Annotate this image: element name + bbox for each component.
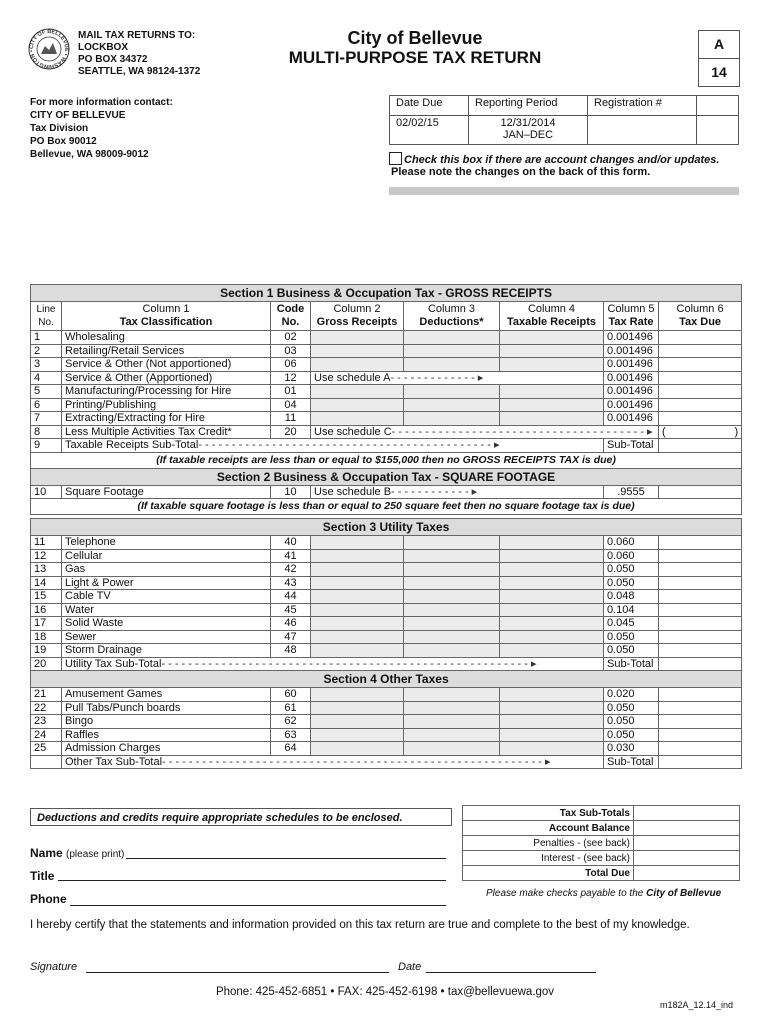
- tax-due-field[interactable]: [659, 630, 742, 644]
- subtotal-row: [31, 755, 742, 769]
- form-title: [270, 28, 560, 68]
- col4-header: Column 4 Taxable Receipts: [500, 302, 604, 331]
- section1-note: (If taxable receipts are less than or equal to $155,000 then no GROSS RECEIPTS TAX is due): [31, 452, 742, 468]
- reporting-period-label: Reporting Period: [469, 96, 588, 116]
- tax-rate: 0.050: [604, 701, 659, 715]
- total-due-label: Total Due: [463, 866, 634, 881]
- column3-field[interactable]: [404, 385, 500, 399]
- code-number: 48: [271, 644, 311, 658]
- credit-row: [31, 425, 742, 439]
- tax-row: [31, 398, 742, 412]
- blank-cell: [697, 96, 739, 116]
- classification: Admission Charges: [62, 742, 271, 756]
- code-number: 63: [271, 728, 311, 742]
- code-number: 03: [271, 344, 311, 358]
- signature-field[interactable]: [86, 971, 389, 973]
- line-number: 3: [31, 358, 62, 372]
- section2-note: (If taxable square footage is less than or equal to 250 square feet then no square footage tax is due): [31, 499, 742, 515]
- title-form: MULTI-PURPOSE TAX RETURN: [288, 48, 542, 67]
- column2-field[interactable]: [311, 644, 404, 658]
- code-number: 10: [271, 485, 311, 499]
- contact-line: Bellevue, WA 98009-9012: [30, 149, 149, 160]
- certification-statement: I hereby certify that the statements and information provided on this tax return are true and complete to the best of my knowledge.: [30, 919, 690, 931]
- column4-field[interactable]: [500, 549, 604, 563]
- schedule-c-reference: Use schedule C- - - - - - - - - - - - - - - - - - - - - - - - - - - - - - - - - - - - - - ▸: [311, 425, 659, 439]
- contact-line: For more information contact:: [30, 97, 173, 108]
- title-city: City of Bellevue: [347, 28, 483, 48]
- line-number: 9: [31, 439, 62, 453]
- tax-subtotals-field[interactable]: [634, 806, 740, 821]
- subtotal-amount-cell[interactable]: [659, 755, 742, 769]
- code-number: 62: [271, 715, 311, 729]
- tax-rate: 0.045: [604, 617, 659, 631]
- code-number: 64: [271, 742, 311, 756]
- tax-due-field[interactable]: [659, 549, 742, 563]
- code-number: 60: [271, 688, 311, 702]
- line-number: 13: [31, 563, 62, 577]
- classification: Service & Other (Not apportioned): [62, 358, 271, 372]
- column2-field[interactable]: [311, 563, 404, 577]
- subtotal-row: [31, 439, 742, 453]
- column2-field[interactable]: [311, 385, 404, 399]
- column4-field[interactable]: [500, 331, 604, 345]
- name-label: Name (please print): [30, 846, 125, 860]
- tax-row: [31, 742, 742, 756]
- column2-field[interactable]: [311, 590, 404, 604]
- section3-rows: [31, 536, 742, 658]
- line-number: 1: [31, 331, 62, 345]
- name-field[interactable]: [126, 857, 446, 859]
- tax-row: [31, 630, 742, 644]
- classification: Manufacturing/Processing for Hire: [62, 385, 271, 399]
- classification: Bingo: [62, 715, 271, 729]
- tax-rate: 0.001496: [604, 371, 659, 385]
- mail-line: LOCKBOX: [78, 42, 128, 53]
- col2-header: Column 2 Gross Receipts: [311, 302, 404, 331]
- section4-rows: [31, 688, 742, 756]
- line-number: 7: [31, 412, 62, 426]
- reporting-period-value: [469, 116, 588, 145]
- penalties-field[interactable]: [634, 836, 740, 851]
- line-number: 12: [31, 549, 62, 563]
- tax-row: [31, 331, 742, 345]
- column3-field[interactable]: [404, 563, 500, 577]
- col-code-header: Code No.: [271, 302, 311, 331]
- tax-due-field[interactable]: [659, 688, 742, 702]
- period-line: 12/31/2014: [500, 117, 556, 129]
- subtotal-amount-cell[interactable]: [659, 439, 742, 453]
- code-number: 61: [271, 701, 311, 715]
- subtotal-tag: Sub-Total: [604, 439, 659, 453]
- column2-field[interactable]: [311, 715, 404, 729]
- section1-rows: [31, 331, 742, 426]
- tax-rate: 0.050: [604, 644, 659, 658]
- subtotal-tag: Sub-Total: [604, 755, 659, 769]
- tax-rate: 0.060: [604, 549, 659, 563]
- tax-rate: 0.060: [604, 536, 659, 550]
- classification: Solid Waste: [62, 617, 271, 631]
- section2-title: Section 2 Business & Occupation Tax - SQUARE FOOTAGE: [31, 468, 742, 485]
- classification: Water: [62, 603, 271, 617]
- line-number: 25: [31, 742, 62, 756]
- tax-due-field[interactable]: [659, 412, 742, 426]
- classification: Telephone: [62, 536, 271, 550]
- column4-field[interactable]: [500, 715, 604, 729]
- filing-info-table: [389, 95, 739, 145]
- phone-field[interactable]: [70, 904, 446, 906]
- code-number: 42: [271, 563, 311, 577]
- column4-field[interactable]: [500, 358, 604, 372]
- form-code-box: [698, 30, 740, 87]
- line-number: 19: [31, 644, 62, 658]
- tax-rate: 0.001496: [604, 412, 659, 426]
- tax-due-cell[interactable]: [659, 485, 742, 499]
- column4-field[interactable]: [500, 728, 604, 742]
- checks-payable-note: Please make checks payable to the City of Bellevue: [486, 888, 722, 899]
- line-number: 8: [31, 425, 62, 439]
- tax-due-field[interactable]: [659, 385, 742, 399]
- contact-line: CITY OF BELLEVUE: [30, 110, 126, 121]
- column2-field[interactable]: [311, 358, 404, 372]
- interest-field[interactable]: [634, 851, 740, 866]
- signature-label: Signature: [30, 961, 78, 973]
- classification: Cable TV: [62, 590, 271, 604]
- column4-field[interactable]: [500, 412, 604, 426]
- square-footage-row: [31, 485, 742, 499]
- column2-field[interactable]: [311, 742, 404, 756]
- blank-cell: [697, 116, 739, 145]
- code-number: 41: [271, 549, 311, 563]
- schedule-a-reference: Use schedule A- - - - - - - - - - - - - ▸: [311, 371, 604, 385]
- credit-amount-cell[interactable]: ( ): [659, 425, 742, 439]
- classification: Printing/Publishing: [62, 398, 271, 412]
- tax-subtotals-label: Tax Sub-Totals: [463, 806, 634, 821]
- column3-field[interactable]: [404, 603, 500, 617]
- section1-title: Section 1 Business & Occupation Tax - GROSS RECEIPTS: [31, 285, 742, 302]
- classification: Cellular: [62, 549, 271, 563]
- column4-field[interactable]: [500, 617, 604, 631]
- column3-field[interactable]: [404, 398, 500, 412]
- code-number: 01: [271, 385, 311, 399]
- col6-header: Column 6 Tax Due: [659, 302, 742, 331]
- tax-due-field[interactable]: [659, 603, 742, 617]
- line-number: 22: [31, 701, 62, 715]
- code-number: 02: [271, 331, 311, 345]
- column4-field[interactable]: [500, 398, 604, 412]
- account-balance-label: Account Balance: [463, 821, 634, 836]
- classification: Raffles: [62, 728, 271, 742]
- column4-field[interactable]: [500, 603, 604, 617]
- column3-field[interactable]: [404, 358, 500, 372]
- tax-row: [31, 358, 742, 372]
- tax-row: [31, 617, 742, 631]
- tax-row: [31, 688, 742, 702]
- subtotal-tag: Sub-Total: [604, 657, 659, 671]
- penalties-label: Penalties - (see back): [463, 836, 634, 851]
- tax-due-field[interactable]: [659, 590, 742, 604]
- column4-field[interactable]: [500, 536, 604, 550]
- classification: Amusement Games: [62, 688, 271, 702]
- mail-line: SEATTLE, WA 98124-1372: [78, 66, 201, 77]
- tax-rate: 0.020: [604, 688, 659, 702]
- tax-rate: 0.001496: [604, 385, 659, 399]
- column3-field[interactable]: [404, 728, 500, 742]
- tax-due-field[interactable]: [659, 358, 742, 372]
- tax-due-field[interactable]: [659, 742, 742, 756]
- column4-field[interactable]: [500, 742, 604, 756]
- subtotal-row: [31, 657, 742, 671]
- column2-field[interactable]: [311, 549, 404, 563]
- registration-value[interactable]: [588, 116, 697, 145]
- tax-rate: 0.104: [604, 603, 659, 617]
- seal-ring-text: CITY OF BELLEVUE • WASHINGTON •: [28, 28, 70, 70]
- tax-row: [31, 728, 742, 742]
- tax-rate: 0.001496: [604, 398, 659, 412]
- totals-table: [462, 805, 740, 881]
- code-number: 44: [271, 590, 311, 604]
- line-number: 4: [31, 371, 62, 385]
- column2-field[interactable]: [311, 398, 404, 412]
- tax-row: [31, 590, 742, 604]
- column4-field[interactable]: [500, 590, 604, 604]
- line-number: 21: [31, 688, 62, 702]
- tax-rate: 0.050: [604, 563, 659, 577]
- interest-label: Interest - (see back): [463, 851, 634, 866]
- gray-divider: [389, 187, 739, 195]
- account-balance-field[interactable]: [634, 821, 740, 836]
- tax-due-field[interactable]: [659, 331, 742, 345]
- tax-rate: 0.050: [604, 630, 659, 644]
- deductions-note: Deductions and credits require appropriate schedules to be enclosed.: [30, 808, 452, 826]
- column3-field[interactable]: [404, 630, 500, 644]
- contact-line: PO Box 90012: [30, 136, 97, 147]
- tax-due-field[interactable]: [659, 371, 742, 385]
- classification: Storm Drainage: [62, 644, 271, 658]
- code-number: 46: [271, 617, 311, 631]
- column2-field[interactable]: [311, 617, 404, 631]
- tax-due-field[interactable]: [659, 701, 742, 715]
- column4-field[interactable]: [500, 630, 604, 644]
- contact-footer: Phone: 425-452-6851 • FAX: 425-452-6198 • tax@bellevuewa.gov: [215, 986, 555, 998]
- line-number: 24: [31, 728, 62, 742]
- column3-field[interactable]: [404, 344, 500, 358]
- subtotal-label: Taxable Receipts Sub-Total- - - - - - - - - - - - - - - - - - - - - - - - - - - - - - - - - - - - - - - - - - - - ▸: [62, 439, 604, 453]
- changes-note: Please note the changes on the back of this form.: [391, 166, 651, 178]
- classification: Extracting/Extracting for Hire: [62, 412, 271, 426]
- line-number: 23: [31, 715, 62, 729]
- column2-field[interactable]: [311, 331, 404, 345]
- phone-label: Phone: [30, 892, 67, 906]
- column3-field[interactable]: [404, 549, 500, 563]
- tax-row: [31, 385, 742, 399]
- column3-field[interactable]: [404, 617, 500, 631]
- column3-field[interactable]: [404, 715, 500, 729]
- account-changes-label: Check this box if there are account changes and/or updates.: [404, 154, 720, 166]
- tax-row: [31, 603, 742, 617]
- form-letter: A: [699, 31, 739, 59]
- column2-field[interactable]: [311, 728, 404, 742]
- tax-due-field[interactable]: [659, 576, 742, 590]
- tax-row: [31, 644, 742, 658]
- form-id: m182A_12.14_ind: [660, 1000, 734, 1010]
- tax-row: [31, 576, 742, 590]
- column3-field[interactable]: [404, 590, 500, 604]
- col3-header: Column 3 Deductions*: [404, 302, 500, 331]
- code-number: 40: [271, 536, 311, 550]
- column2-field[interactable]: [311, 701, 404, 715]
- mail-address: [78, 30, 200, 78]
- column2-field[interactable]: [311, 630, 404, 644]
- tax-rate: 0.030: [604, 742, 659, 756]
- account-changes-row: [389, 152, 719, 166]
- classification: Sewer: [62, 630, 271, 644]
- tax-row: [31, 563, 742, 577]
- tax-due-field[interactable]: [659, 617, 742, 631]
- subtotal-label: Utility Tax Sub-Total- - - - - - - - - - - - - - - - - - - - - - - - - - - - - - - - - - - - - - - - - - - - - - - - - - - - - - - ▸: [62, 657, 604, 671]
- column3-field[interactable]: [404, 701, 500, 715]
- tax-due-field[interactable]: [659, 536, 742, 550]
- tax-rate: 0.050: [604, 715, 659, 729]
- title-label: Title: [30, 869, 55, 883]
- date-label: Date: [398, 961, 422, 973]
- code-number: 12: [271, 371, 311, 385]
- line-number: 10: [31, 485, 62, 499]
- code-number: 20: [271, 425, 311, 439]
- date-due-label: Date Due: [390, 96, 469, 116]
- tax-due-field[interactable]: [659, 344, 742, 358]
- column4-field[interactable]: [500, 344, 604, 358]
- line-number: 2: [31, 344, 62, 358]
- tax-rate: 0.050: [604, 576, 659, 590]
- column4-field[interactable]: [500, 385, 604, 399]
- tax-rate: 0.001496: [604, 358, 659, 372]
- date-due-value: 02/02/15: [390, 116, 469, 145]
- line-number: 6: [31, 398, 62, 412]
- column2-field[interactable]: [311, 412, 404, 426]
- line-number: [31, 755, 62, 769]
- tax-rate: .9555: [604, 485, 659, 499]
- tax-due-field[interactable]: [659, 728, 742, 742]
- column4-field[interactable]: [500, 701, 604, 715]
- title-field[interactable]: [58, 879, 446, 881]
- line-number: 11: [31, 536, 62, 550]
- form-year: 14: [711, 64, 727, 80]
- column3-field[interactable]: [404, 331, 500, 345]
- period-line: JAN–DEC: [502, 129, 554, 141]
- line-number: 15: [31, 590, 62, 604]
- tax-row: [31, 412, 742, 426]
- column4-field[interactable]: [500, 688, 604, 702]
- tax-row: [31, 715, 742, 729]
- section3-title: Section 3 Utility Taxes: [31, 519, 742, 536]
- column2-field[interactable]: [311, 576, 404, 590]
- contact-info: [30, 96, 173, 161]
- col5-header: Column 5 Tax Rate: [604, 302, 659, 331]
- column2-field[interactable]: [311, 536, 404, 550]
- line-number: 20: [31, 657, 62, 671]
- column2-field[interactable]: [311, 344, 404, 358]
- code-number: 47: [271, 630, 311, 644]
- tax-row: [31, 549, 742, 563]
- classification: Gas: [62, 563, 271, 577]
- code-number: 11: [271, 412, 311, 426]
- account-changes-checkbox[interactable]: [389, 152, 402, 165]
- registration-label: Registration #: [588, 96, 697, 116]
- tax-rate: 0.001496: [604, 331, 659, 345]
- column4-field[interactable]: [500, 576, 604, 590]
- classification: Less Multiple Activities Tax Credit*: [62, 425, 271, 439]
- column2-field[interactable]: [311, 603, 404, 617]
- subtotal-label: Other Tax Sub-Total- - - - - - - - - - - - - - - - - - - - - - - - - - - - - - - - - - - - - - - - - - - - - - - - - - - - - - - - - ▸: [62, 755, 604, 769]
- line-number: 16: [31, 603, 62, 617]
- total-due-field[interactable]: [634, 866, 740, 881]
- column3-field[interactable]: [404, 742, 500, 756]
- tax-row: [31, 344, 742, 358]
- mail-line: MAIL TAX RETURNS TO:: [78, 30, 196, 41]
- classification: Retailing/Retail Services: [62, 344, 271, 358]
- tax-due-field[interactable]: [659, 644, 742, 658]
- code-number: 45: [271, 603, 311, 617]
- city-seal-logo: [28, 28, 70, 70]
- column3-field[interactable]: [404, 644, 500, 658]
- line-number: 14: [31, 576, 62, 590]
- col-line-header: Line No.: [31, 302, 62, 331]
- tax-due-field[interactable]: [659, 398, 742, 412]
- column3-field[interactable]: [404, 688, 500, 702]
- section4-title: Section 4 Other Taxes: [31, 671, 742, 688]
- schedule-b-reference: Use schedule B- - - - - - - - - - - - ▸: [311, 485, 604, 499]
- code-number: 06: [271, 358, 311, 372]
- date-field[interactable]: [426, 971, 596, 973]
- column3-field[interactable]: [404, 576, 500, 590]
- tax-row: [31, 371, 742, 385]
- column2-field[interactable]: [311, 688, 404, 702]
- code-number: 43: [271, 576, 311, 590]
- tax-rate: 0.050: [604, 728, 659, 742]
- column4-field[interactable]: [500, 644, 604, 658]
- contact-line: Tax Division: [30, 123, 89, 134]
- line-number: 17: [31, 617, 62, 631]
- tax-row: [31, 536, 742, 550]
- line-number: 5: [31, 385, 62, 399]
- classification: Light & Power: [62, 576, 271, 590]
- subtotal-amount-cell[interactable]: [659, 657, 742, 671]
- tax-due-field[interactable]: [659, 715, 742, 729]
- column3-field[interactable]: [404, 536, 500, 550]
- classification: Pull Tabs/Punch boards: [62, 701, 271, 715]
- classification: Square Footage: [62, 485, 271, 499]
- tax-form-table: [30, 284, 742, 769]
- classification: Wholesaling: [62, 331, 271, 345]
- column3-field[interactable]: [404, 412, 500, 426]
- tax-rate: 0.048: [604, 590, 659, 604]
- col1-header: Column 1 Tax Classification: [62, 302, 271, 331]
- tax-rate: 0.001496: [604, 344, 659, 358]
- code-number: 04: [271, 398, 311, 412]
- tax-due-field[interactable]: [659, 563, 742, 577]
- classification: Service & Other (Apportioned): [62, 371, 271, 385]
- mail-line: PO BOX 34372: [78, 54, 148, 65]
- tax-row: [31, 701, 742, 715]
- line-number: 18: [31, 630, 62, 644]
- column4-field[interactable]: [500, 563, 604, 577]
